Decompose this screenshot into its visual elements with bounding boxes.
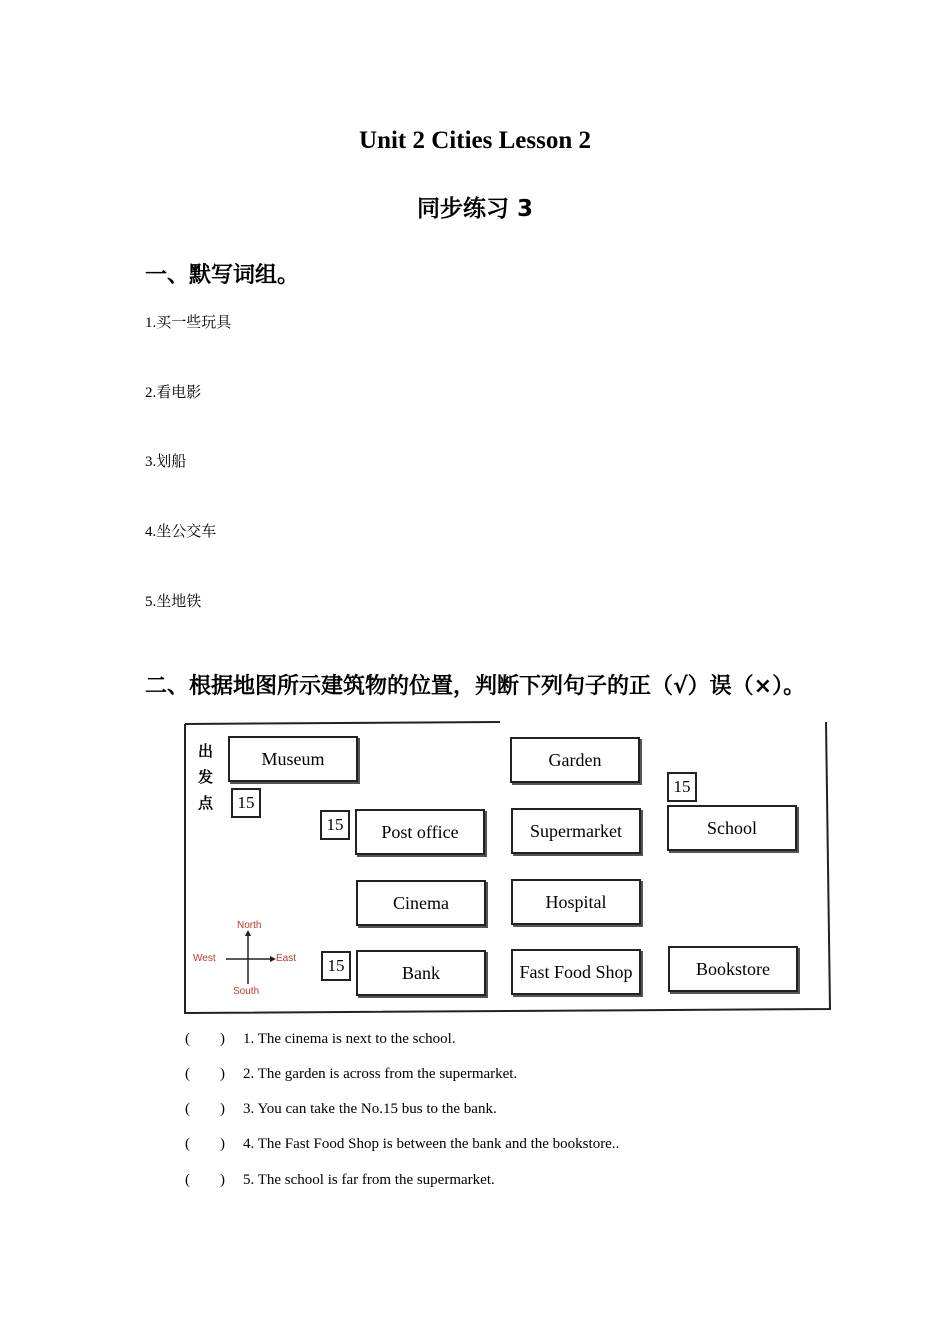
compass-north-label: North — [237, 920, 262, 931]
question-text: 3. You can take the No.15 bus to the bank. — [243, 1101, 497, 1117]
answer-blank[interactable]: ( ) — [185, 1031, 225, 1047]
cinema-building: Cinema — [356, 880, 486, 926]
question-text: 2. The garden is across from the supermarket. — [243, 1066, 518, 1082]
page-subtitle: 同步练习 3 — [416, 196, 533, 222]
list-item: 3.划船 — [145, 454, 187, 470]
school-building: School — [667, 805, 797, 851]
question-row — [185, 1172, 495, 1189]
compass-west-label: West — [193, 953, 216, 964]
answer-blank[interactable]: ( ) — [185, 1172, 225, 1188]
bus-stop-sign: 15 — [321, 951, 351, 981]
list-item: 2.看电影 — [145, 385, 202, 401]
question-text: 4. The Fast Food Shop is between the bank and the bookstore.. — [243, 1136, 620, 1152]
page-title: Unit 2 Cities Lesson 2 — [359, 127, 591, 154]
question-row — [185, 1066, 517, 1083]
list-item: 5.坐地铁 — [145, 594, 202, 610]
answer-blank[interactable]: ( ) — [185, 1136, 225, 1152]
start-point-label: 出 发 点 — [198, 742, 214, 812]
garden-building: Garden — [510, 737, 640, 783]
answer-blank[interactable]: ( ) — [185, 1101, 225, 1117]
post-office-building: Post office — [355, 809, 485, 855]
bus-stop-sign: 15 — [231, 788, 261, 818]
question-text: 5. The school is far from the supermarket. — [243, 1172, 495, 1188]
compass-south-label: South — [233, 986, 260, 997]
bank-building: Bank — [356, 950, 486, 996]
list-item: 1.买一些玩具 — [145, 315, 232, 331]
bus-stop-sign: 15 — [667, 772, 697, 802]
section2-heading: 二、根据地图所示建筑物的位置，判断下列句子的正（√）误（×）。 — [145, 674, 806, 699]
bus-stop-sign: 15 — [320, 810, 350, 840]
question-row — [185, 1101, 497, 1118]
hospital-building: Hospital — [511, 879, 641, 925]
question-row — [185, 1136, 619, 1153]
section1-heading: 一、默写词组。 — [145, 263, 300, 288]
answer-blank[interactable]: ( ) — [185, 1066, 225, 1082]
supermarket-building: Supermarket — [511, 808, 641, 854]
question-text: 1. The cinema is next to the school. — [243, 1031, 456, 1047]
museum-building: Museum — [228, 736, 358, 782]
bookstore-building: Bookstore — [668, 946, 798, 992]
compass-east-label: East — [276, 953, 297, 964]
list-item: 4.坐公交车 — [145, 524, 217, 540]
city-map — [180, 718, 835, 1018]
question-row — [185, 1031, 456, 1048]
fast-food-shop-building: Fast Food Shop — [511, 949, 641, 995]
